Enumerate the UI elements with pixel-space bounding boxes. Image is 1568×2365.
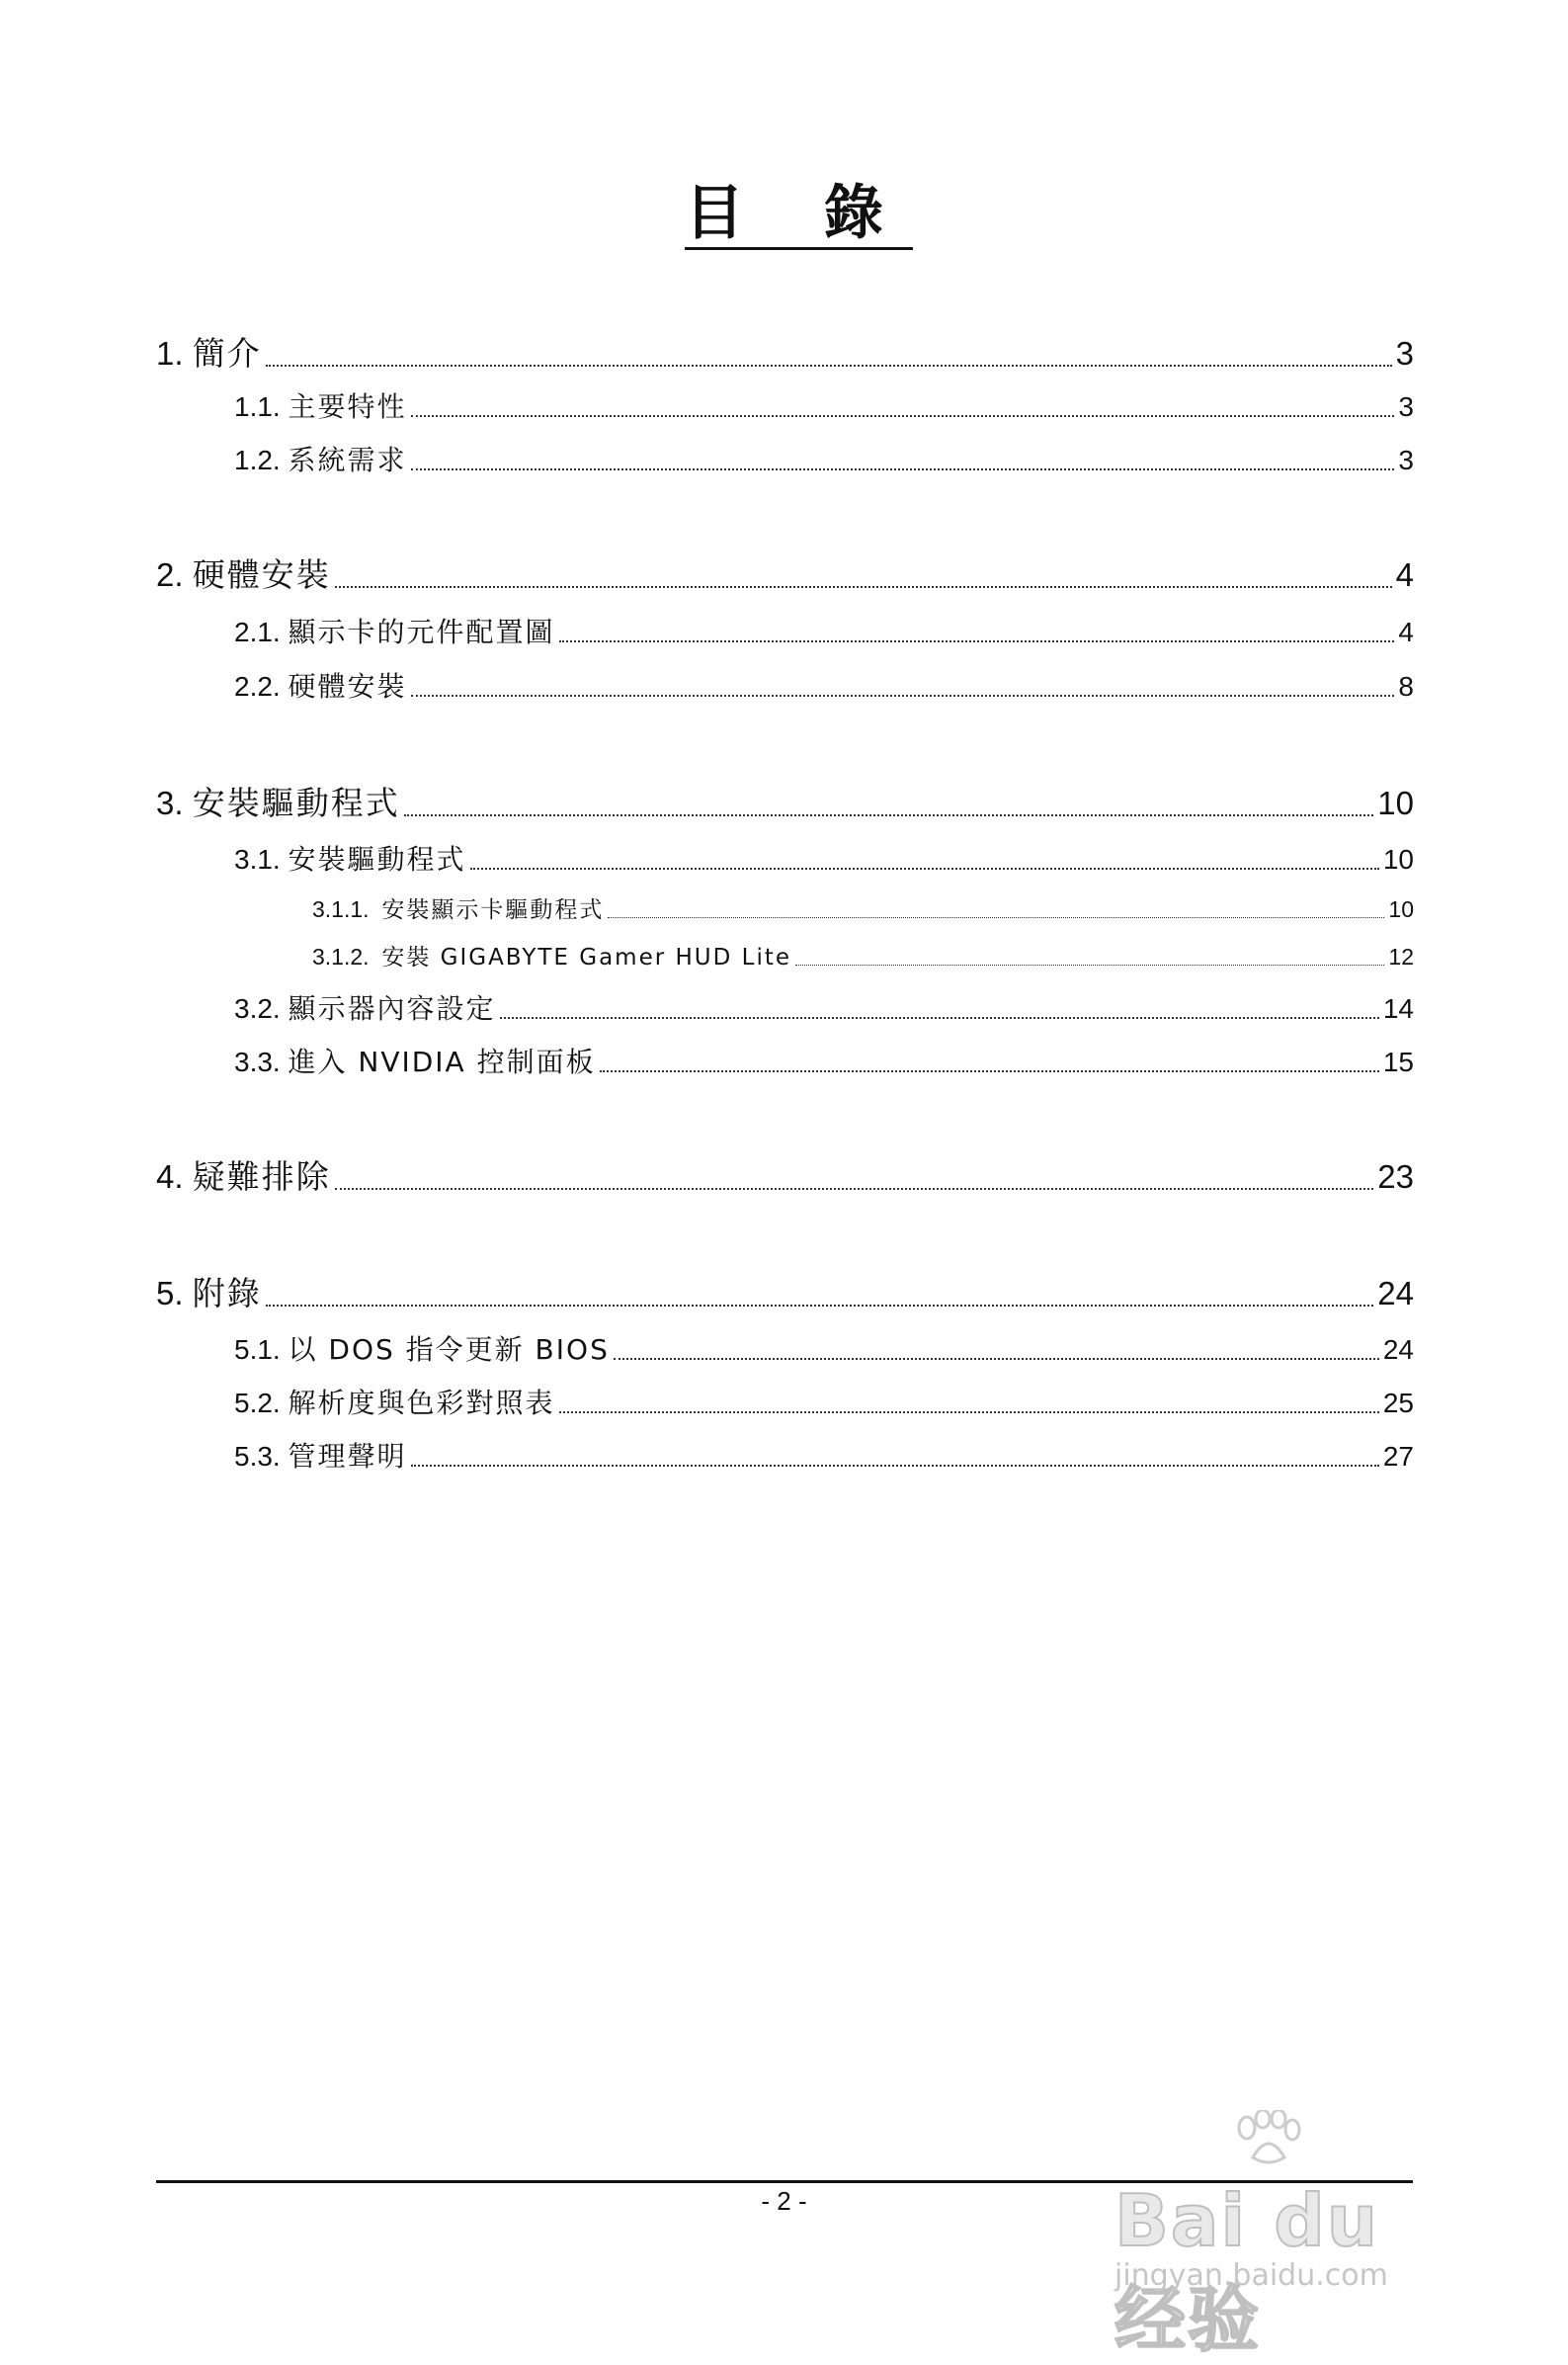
leader-dots (411, 468, 1395, 470)
toc-entry[interactable]: 1.2. 系統需求 3 (234, 444, 1414, 476)
toc-entry[interactable]: 2.2. 硬體安裝 8 (234, 670, 1414, 703)
toc-entry[interactable]: 5.3. 管理聲明 27 (234, 1440, 1414, 1473)
leader-dots (335, 586, 1392, 588)
page-title: 目 錄 (685, 179, 913, 248)
leader-dots (795, 965, 1384, 966)
paw-icon (1233, 2110, 1302, 2169)
toc-entry[interactable]: 5. 附錄 24 (156, 1274, 1414, 1312)
watermark-url: jingyan.baidu.com (1114, 2258, 1388, 2293)
toc-entry[interactable]: 5.2. 解析度與色彩對照表 25 (234, 1387, 1414, 1419)
leader-dots (559, 640, 1395, 642)
baidu-watermark (1114, 2110, 1470, 2361)
toc-entry[interactable]: 1. 簡介 3 (156, 334, 1414, 373)
toc-entry[interactable]: 3.1.2. 安裝 GIGABYTE Gamer HUD Lite 12 (312, 944, 1414, 971)
toc-entry[interactable]: 5.1. 以 DOS 指令更新 BIOS 24 (234, 1333, 1414, 1366)
leader-dots (335, 1188, 1374, 1190)
toc-entry[interactable]: 3.1. 安裝驅動程式 10 (234, 843, 1414, 876)
leader-dots (266, 1305, 1374, 1307)
toc-entry[interactable]: 3.3. 進入 NVIDIA 控制面板 15 (234, 1046, 1414, 1078)
toc-entry[interactable]: 3.1.1. 安裝顯示卡驅動程式 10 (312, 896, 1414, 923)
leader-dots (411, 415, 1395, 417)
leader-dots (470, 868, 1379, 870)
toc-entry[interactable]: 3.2. 顯示器內容設定 14 (234, 992, 1414, 1025)
leader-dots (559, 1411, 1379, 1413)
leader-dots (266, 365, 1392, 367)
leader-dots (608, 917, 1384, 918)
watermark-brand: Bai du 经验 (1114, 2179, 1380, 2361)
leader-dots (411, 695, 1395, 697)
toc-entry[interactable]: 3. 安裝驅動程式 10 (156, 784, 1414, 822)
leader-dots (500, 1017, 1379, 1019)
leader-dots (600, 1070, 1379, 1072)
leader-dots (411, 1465, 1379, 1467)
leader-dots (614, 1358, 1379, 1360)
toc-entry[interactable]: 2. 硬體安裝 4 (156, 555, 1414, 594)
toc-entry[interactable]: 4. 疑難排除 23 (156, 1157, 1414, 1196)
leader-dots (404, 814, 1374, 816)
page-number: - 2 - (761, 2186, 807, 2216)
toc-entry[interactable]: 2.1. 顯示卡的元件配置圖 4 (234, 616, 1414, 648)
toc-entry[interactable]: 1.1. 主要特性 3 (234, 390, 1414, 423)
